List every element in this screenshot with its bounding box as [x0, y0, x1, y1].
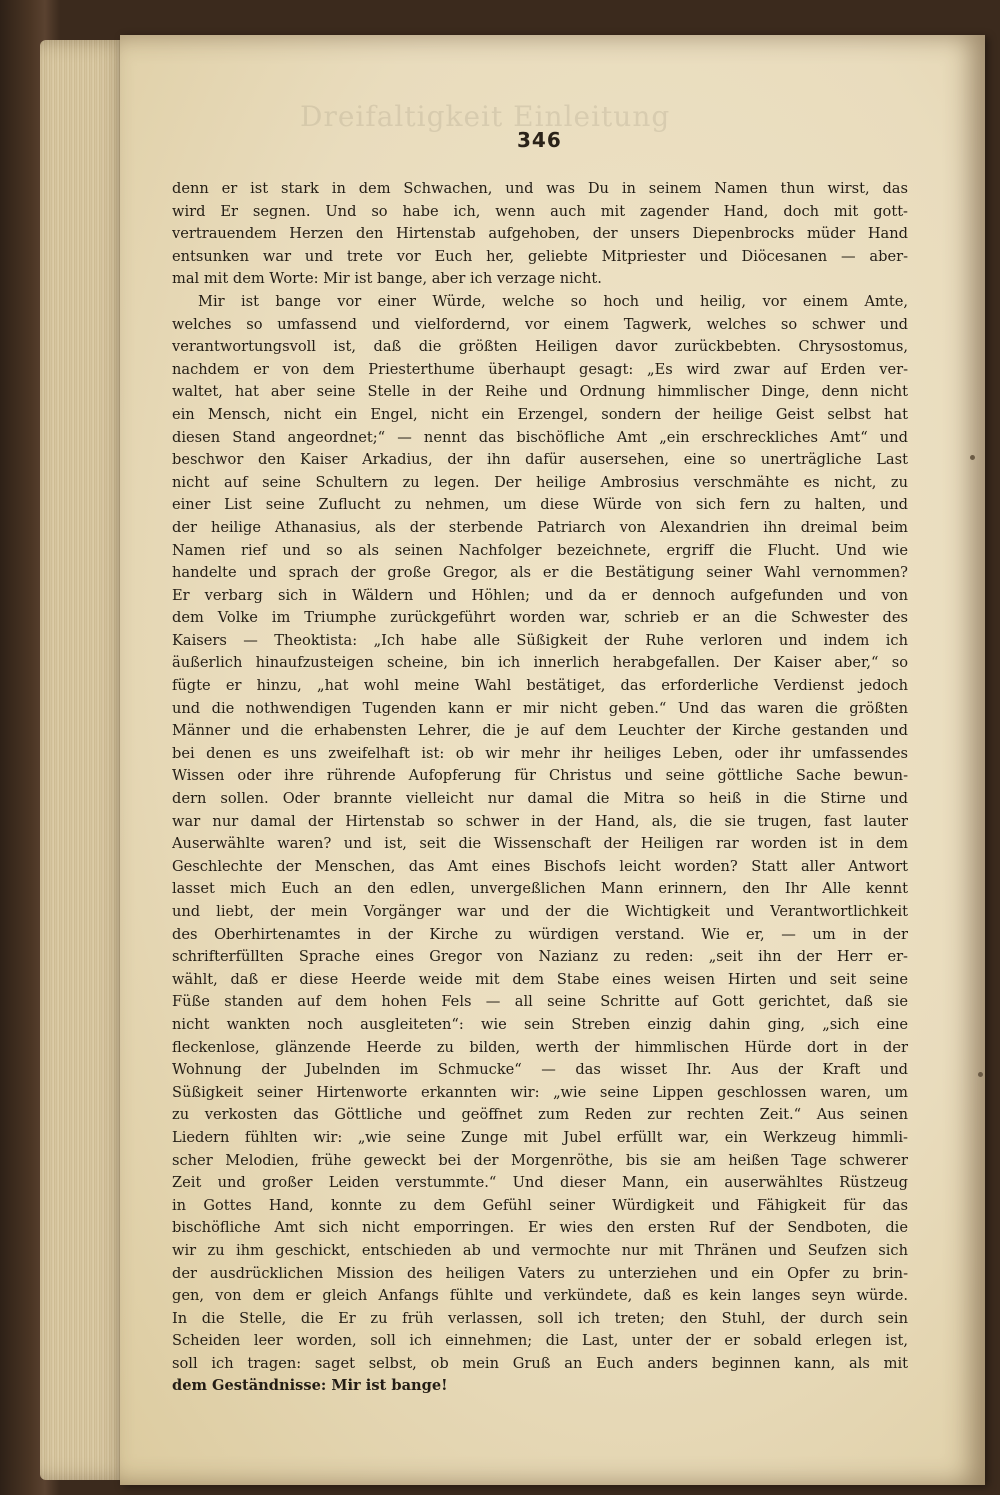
text-line: Namen rief und so als seinen Nachfolger bezeichnete, ergriff die Flucht. Und wie — [172, 541, 908, 559]
text-line: Zeit und großer Leiden verstummte.“ Und dieser Mann, ein auserwähltes Rüstzeug — [172, 1174, 908, 1192]
text-line: einer List seine Zuflucht zu nehmen, um diese Würde von sich fern zu halten, und — [172, 496, 908, 514]
text-line: nicht wankten noch ausgleiteten“: wie sein Streben einzig dahin ging, „sich eine — [172, 1015, 908, 1033]
text-line: fügte er hinzu, „hat wohl meine Wahl bestätiget, das erforderliche Verdienst jedoch — [172, 677, 908, 695]
text-line: diesen Stand angeordnet;“ — nennt das bischöfliche Amt „ein erschreckliches Amt“ und — [172, 428, 908, 446]
text-line: wird Er segnen. Und so habe ich, wenn auch mit zagender Hand, doch mit gott- — [172, 202, 908, 220]
text-line: äußerlich hinaufzusteigen scheine, bin ich innerlich herabgefallen. Der Kaiser aber,“ so — [172, 654, 908, 672]
text-line: dern sollen. Oder brannte vielleicht nur damal die Mitra so heiß in die Stirne und — [172, 790, 908, 808]
text-line: lasset mich Euch an den edlen, unvergeßlichen Mann erinnern, den Ihr Alle kennt — [172, 880, 908, 898]
text-line: In die Stelle, die Er zu früh verlassen, soll ich treten; den Stuhl, der durch sein — [172, 1309, 908, 1327]
text-line: verantwortungsvoll ist, daß die größten Heiligen davor zurückbebten. Chrysostomus, — [172, 338, 908, 356]
text-line: scher Melodien, frühe geweckt bei der Morgenröthe, bis sie am heißen Tage schwerer — [172, 1151, 908, 1169]
text-line: wir zu ihm geschickt, entschieden ab und vermochte nur mit Thränen und Seufzen sich — [172, 1241, 908, 1259]
text-line: war nur damal der Hirtenstab so schwer in der Hand, als, die sie trugen, fast lauter — [172, 812, 908, 830]
text-line: des Oberhirtenamtes in der Kirche zu würdigen verstand. Wie er, — um in der — [172, 925, 908, 943]
body-text — [172, 178, 908, 1398]
text-line: handelte und sprach der große Gregor, als er die Bestätigung seiner Wahl vernommen? — [172, 564, 908, 582]
text-line: und die nothwendigen Tugenden kann er mir nicht geben.“ Und das waren die größten — [172, 699, 908, 717]
text-line: wählt, daß er diese Heerde weide mit dem Stabe eines weisen Hirten und seit seine — [172, 970, 908, 988]
text-line: Mir ist bange vor einer Würde, welche so hoch und heilig, vor einem Amte, — [198, 292, 908, 310]
text-line: Liedern fühlten wir: „wie seine Zunge mit Jubel erfüllt war, ein Werkzeug himmli- — [172, 1128, 908, 1146]
text-line: ein Mensch, nicht ein Engel, nicht ein Erzengel, sondern der heilige Geist selbst hat — [172, 405, 908, 423]
text-line: Männer und die erhabensten Lehrer, die je auf dem Leuchter der Kirche gestanden und — [172, 722, 908, 740]
text-line: schrifterfüllten Sprache eines Gregor von Nazianz zu reden: „seit ihn der Herr er- — [172, 948, 908, 966]
text-line: dem Geständnisse: Mir ist bange! — [172, 1377, 448, 1395]
margin-dot — [978, 1072, 983, 1077]
text-line: Kaisers — Theoktista: „Ich habe alle Süßigkeit der Ruhe verloren und indem ich — [172, 631, 908, 649]
text-line: entsunken war und trete vor Euch her, geliebte Mitpriester und Diöcesanen — aber- — [172, 247, 908, 265]
text-line: dem Volke im Triumphe zurückgeführt worden war, schrieb er an die Schwester des — [172, 609, 908, 627]
text-line: fleckenlose, glänzende Heerde zu bilden, werth der himmlischen Hürde dort in der — [172, 1038, 908, 1056]
running-head-bleed: Dreifaltigkeit Einleitung — [300, 100, 671, 133]
text-line: in Gottes Hand, konnte zu dem Gefühl seiner Würdigkeit und Fähigkeit für das — [172, 1196, 908, 1214]
text-line: soll ich tragen: saget selbst, ob mein Gruß an Euch anders beginnen kann, als mit — [172, 1354, 908, 1372]
text-line: der heilige Athanasius, als der sterbende Patriarch von Alexandrien ihn dreimal beim — [172, 518, 908, 536]
text-line: nicht auf seine Schultern zu legen. Der heilige Ambrosius verschmähte es nicht, zu — [172, 473, 908, 491]
text-line: welches so umfassend und vielfordernd, vor einem Tagwerk, welches so schwer und — [172, 315, 908, 333]
margin-dot — [970, 455, 975, 460]
page-edges — [40, 40, 130, 1480]
text-line: und liebt, der mein Vorgänger war und der die Wichtigkeit und Verantwortlichkeit — [172, 903, 908, 920]
text-line: bischöfliche Amt sich nicht emporringen. Er wies den ersten Ruf der Sendboten, die — [172, 1219, 908, 1237]
text-line: bei denen es uns zweifelhaft ist: ob wir mehr ihr heiliges Leben, oder ihr umfassendes — [172, 744, 908, 762]
text-line: mal mit dem Worte: Mir ist bange, aber ich verzage nicht. — [172, 270, 602, 288]
text-line: Auserwählte waren? und ist, seit die Wissenschaft der Heiligen rar worden ist in dem — [172, 835, 908, 853]
text-line: der ausdrücklichen Mission des heiligen Vaters zu unterziehen und ein Opfer zu brin- — [172, 1264, 908, 1282]
text-line: Er verbarg sich in Wäldern und Höhlen; und da er dennoch aufgefunden und von — [172, 586, 908, 604]
text-line: Geschlechte der Menschen, das Amt eines Bischofs leicht worden? Statt aller Antwort — [172, 857, 908, 875]
text-line: gen, von dem er gleich Anfangs fühlte und verkündete, daß es kein langes seyn würde. — [172, 1287, 908, 1305]
text-line: Füße standen auf dem hohen Fels — all seine Schritte auf Gott gerichtet, daß sie — [172, 993, 908, 1011]
text-line: vertrauendem Herzen den Hirtenstab aufgehoben, der unsers Diepenbrocks müder Hand — [172, 225, 908, 243]
text-line: Wohnung der Jubelnden im Schmucke“ — das wisset Ihr. Aus der Kraft und — [172, 1061, 908, 1079]
text-line: waltet, hat aber seine Stelle in der Reihe und Ordnung himmlischer Dinge, denn nicht — [172, 383, 908, 401]
text-line: denn er ist stark in dem Schwachen, und was Du in seinem Namen thun wirst, das — [172, 180, 908, 197]
text-line: Wissen oder ihre rührende Aufopferung für Christus und seine göttliche Sache bewun- — [172, 767, 908, 785]
text-line: Süßigkeit seiner Hirtenworte erkannten wir: „wie seine Lippen geschlossen waren, um — [172, 1083, 908, 1101]
text-line: zu verkosten das Göttliche und geöffnet zum Reden zur rechten Zeit.“ Aus seinen — [172, 1106, 908, 1124]
text-line: nachdem er von dem Priesterthume überhaupt gesagt: „Es wird zwar auf Erden ver- — [172, 360, 908, 378]
text-line: beschwor den Kaiser Arkadius, der ihn dafür ausersehen, eine so unerträgliche Last — [172, 451, 908, 469]
text-line: Scheiden leer worden, soll ich einnehmen; die Last, unter der er sobald erlegen ist, — [172, 1332, 908, 1350]
page-number: 346 — [517, 128, 562, 152]
